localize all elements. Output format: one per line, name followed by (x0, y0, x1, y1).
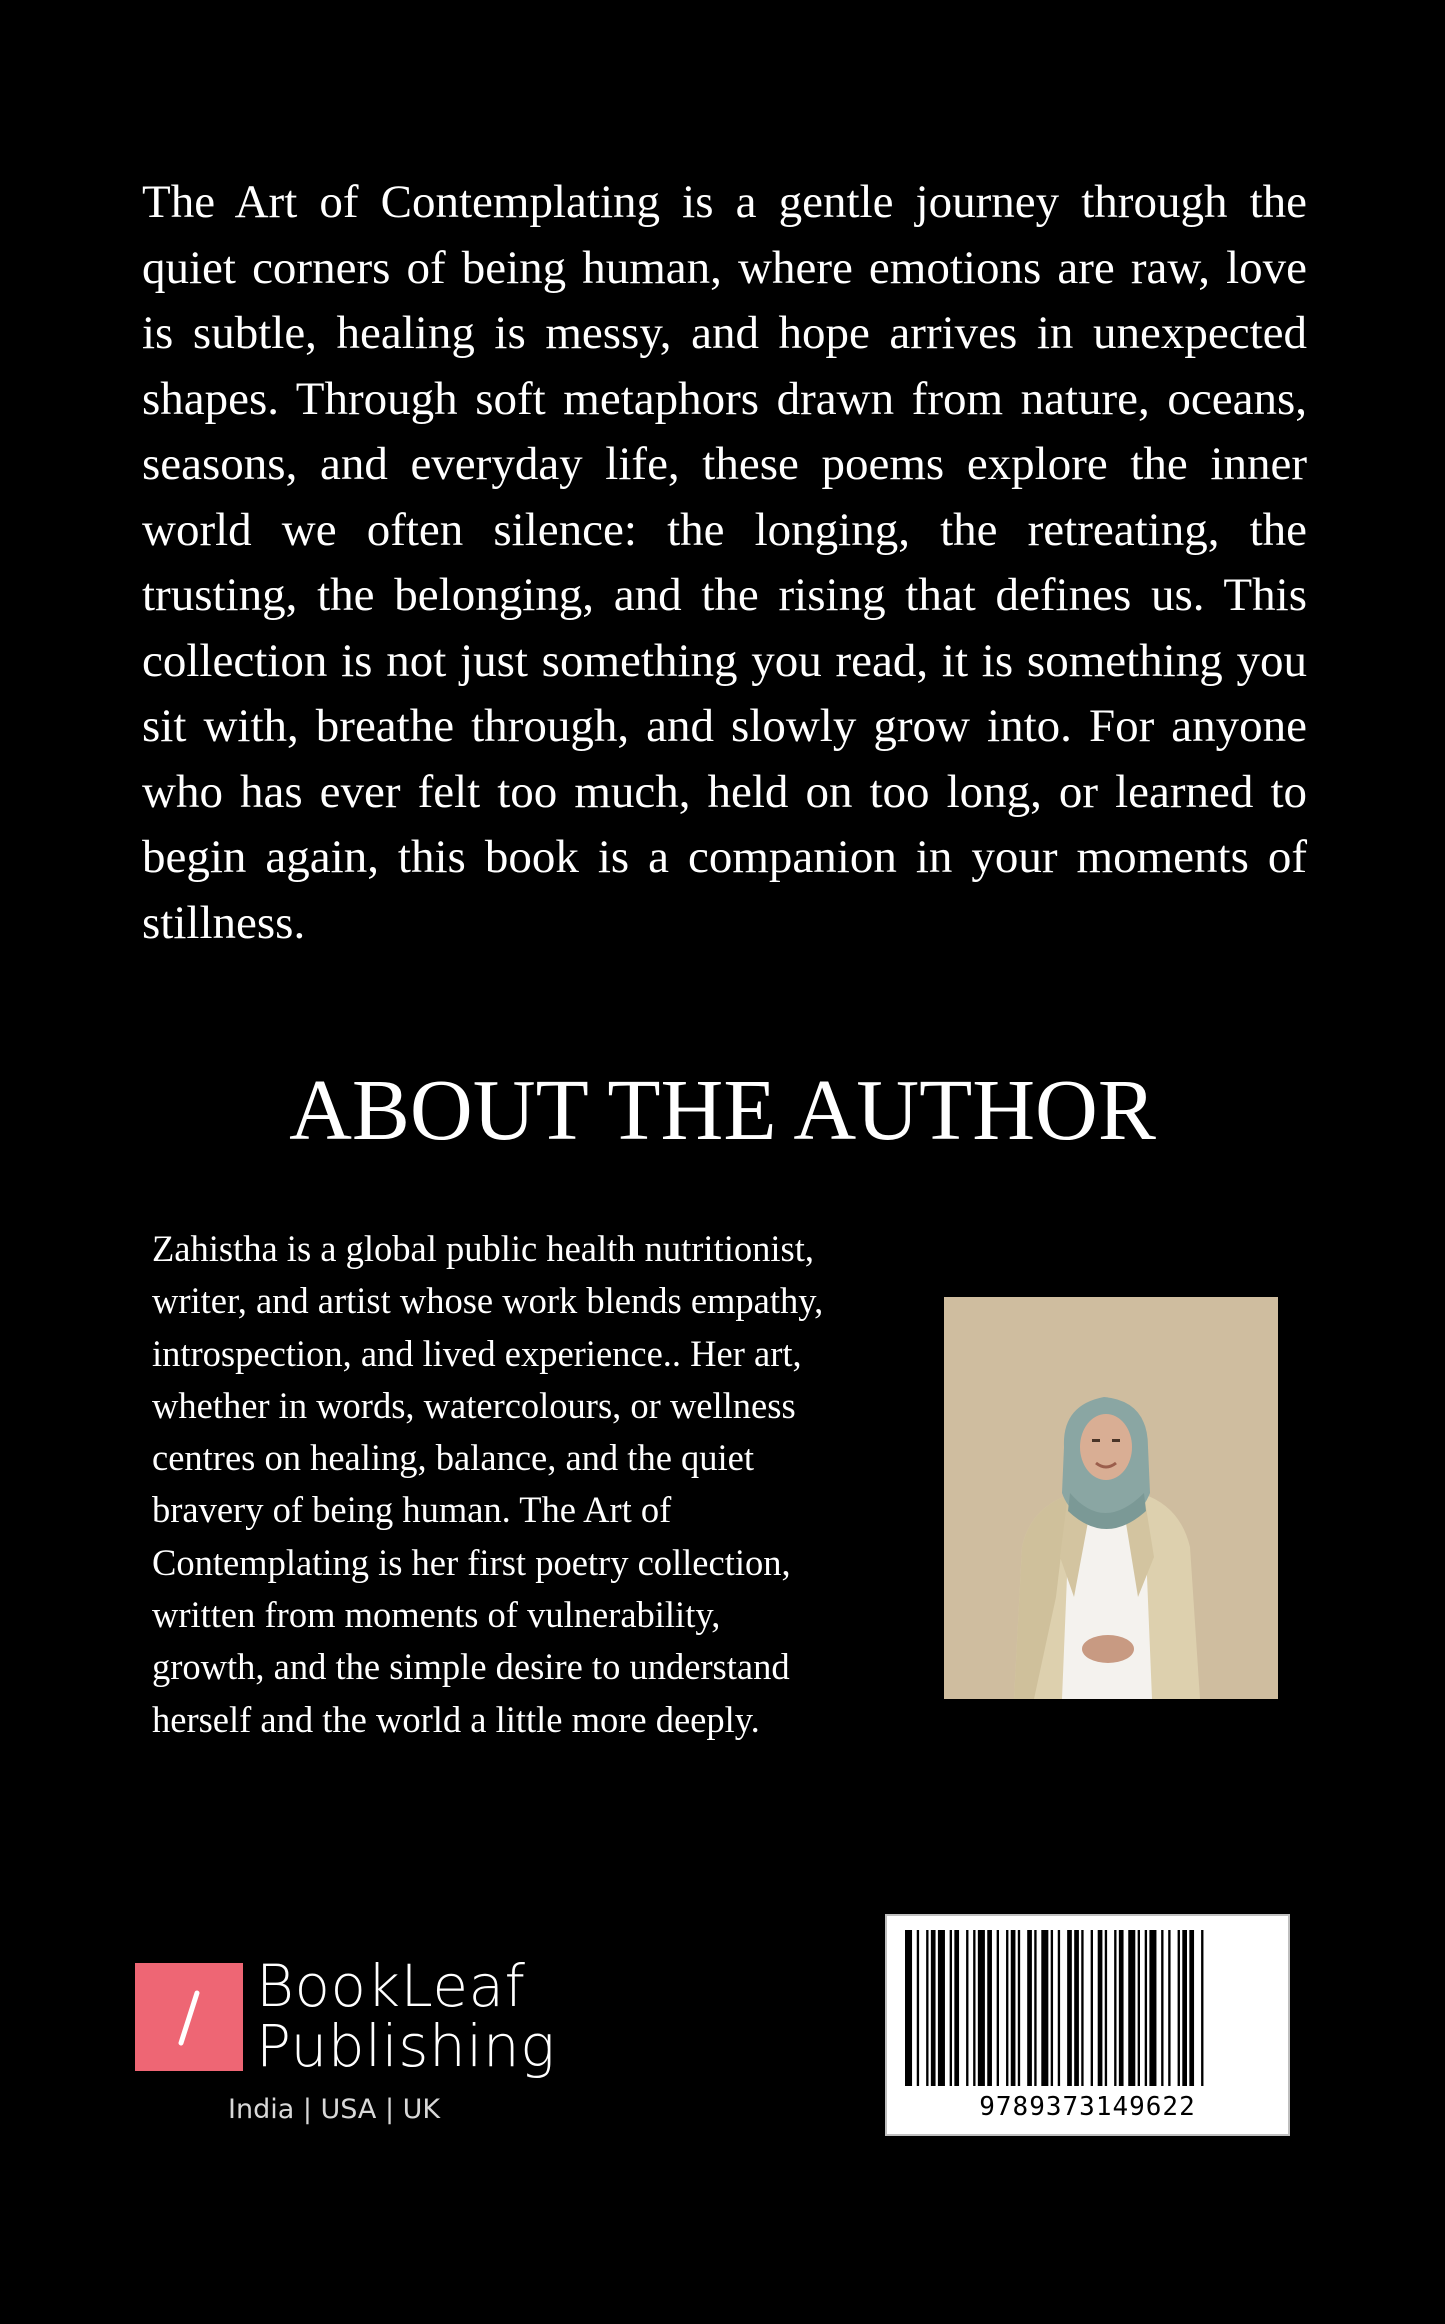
barcode-bar (1034, 1930, 1036, 2086)
barcode-bar (938, 1930, 945, 2086)
barcode-bar (978, 1930, 985, 2086)
publisher-locations: India | USA | UK (228, 2094, 441, 2125)
barcode-bar (1138, 1930, 1140, 2086)
bio-line: bravery of being human. The Art of (152, 1489, 672, 1531)
barcode-bar (1027, 1930, 1032, 2086)
isbn-barcode (885, 1914, 1290, 2136)
book-blurb: The Art of Contemplating is a gentle journey through the quiet corners of being human, where emotions are raw, love is subtle, healing is messy, and hope arrives in unexpected shapes. Through soft metaphors drawn from nature, oceans, seasons, and everyday life, these poems explore the inner world we often silence: the longing, the retreating, the trusting, the belonging, and the rising that defines us. This collection is not just something you read, it is something you sit with, breathe through, and slowly grow into. For anyone who has ever felt too much, held on too long, or learned to begin again, this book is a companion in your moments of stillness. (142, 176, 1307, 949)
barcode-bar (1149, 1930, 1156, 2086)
bio-line: growth, and the simple desire to understand (152, 1646, 790, 1688)
publisher-name-line2: Publishing (256, 2012, 556, 2080)
barcode-bar (1119, 1930, 1124, 2086)
isbn-number: 9789373149622 (979, 2092, 1196, 2122)
barcode-bar (1105, 1930, 1107, 2086)
author-portrait-illustration (944, 1297, 1278, 1699)
barcode-bar (997, 1930, 999, 2086)
barcode-bar (1114, 1930, 1116, 2086)
barcode-bar (1081, 1930, 1083, 2086)
bio-line: introspection, and lived experience.. Her art, (152, 1332, 802, 1374)
slash-icon (135, 1963, 243, 2071)
bio-line: Contemplating is her first poetry collection, (152, 1541, 791, 1583)
barcode-bar (954, 1930, 959, 2086)
bio-line: herself and the world a little more deeply. (152, 1698, 760, 1740)
publisher-name-line1: BookLeaf (256, 1952, 526, 2020)
barcode-bar (1098, 1930, 1103, 2086)
barcode-bar (1145, 1930, 1147, 2086)
bio-line: Zahistha is a global public health nutritionist, (152, 1228, 814, 1269)
bio-line: writer, and artist whose work blends empathy, (152, 1280, 824, 1322)
barcode-bar (917, 1930, 919, 2086)
barcode-bar (1189, 1930, 1194, 2086)
barcode-bar (1067, 1930, 1072, 2086)
author-photo (944, 1297, 1278, 1699)
barcode-bar (1058, 1930, 1060, 2086)
barcode-bar (1168, 1930, 1170, 2086)
barcode-bar (1074, 1930, 1079, 2086)
barcode-bar (905, 1930, 912, 2086)
barcode-bar (987, 1930, 992, 2086)
barcode-bar (1128, 1930, 1135, 2086)
barcode-bar (926, 1930, 928, 2086)
bio-line: whether in words, watercolours, or wellness (152, 1384, 796, 1426)
barcode-bar (973, 1930, 975, 2086)
barcode-bar (1161, 1930, 1163, 2086)
barcode-bar (931, 1930, 936, 2086)
barcode-bar (1041, 1930, 1048, 2086)
barcode-bar (1051, 1930, 1053, 2086)
barcode-bar (1201, 1930, 1203, 2086)
barcode-bar (1182, 1930, 1187, 2086)
barcode-bars (905, 1930, 1270, 2086)
bio-line: centres on healing, balance, and the quiet (152, 1437, 755, 1479)
about-author-heading: ABOUT THE AUTHOR (289, 1061, 1156, 1158)
barcode-bar (1011, 1930, 1016, 2086)
bio-line: written from moments of vulnerability, (152, 1594, 721, 1636)
barcode-bar (1018, 1930, 1020, 2086)
barcode-bar (1006, 1930, 1008, 2086)
barcode-bar (950, 1930, 952, 2086)
barcode-bar (1178, 1930, 1180, 2086)
publisher-logo-mark (135, 1963, 243, 2071)
author-bio (152, 1223, 912, 1746)
barcode-bar (966, 1930, 968, 2086)
barcode-bar (1091, 1930, 1093, 2086)
